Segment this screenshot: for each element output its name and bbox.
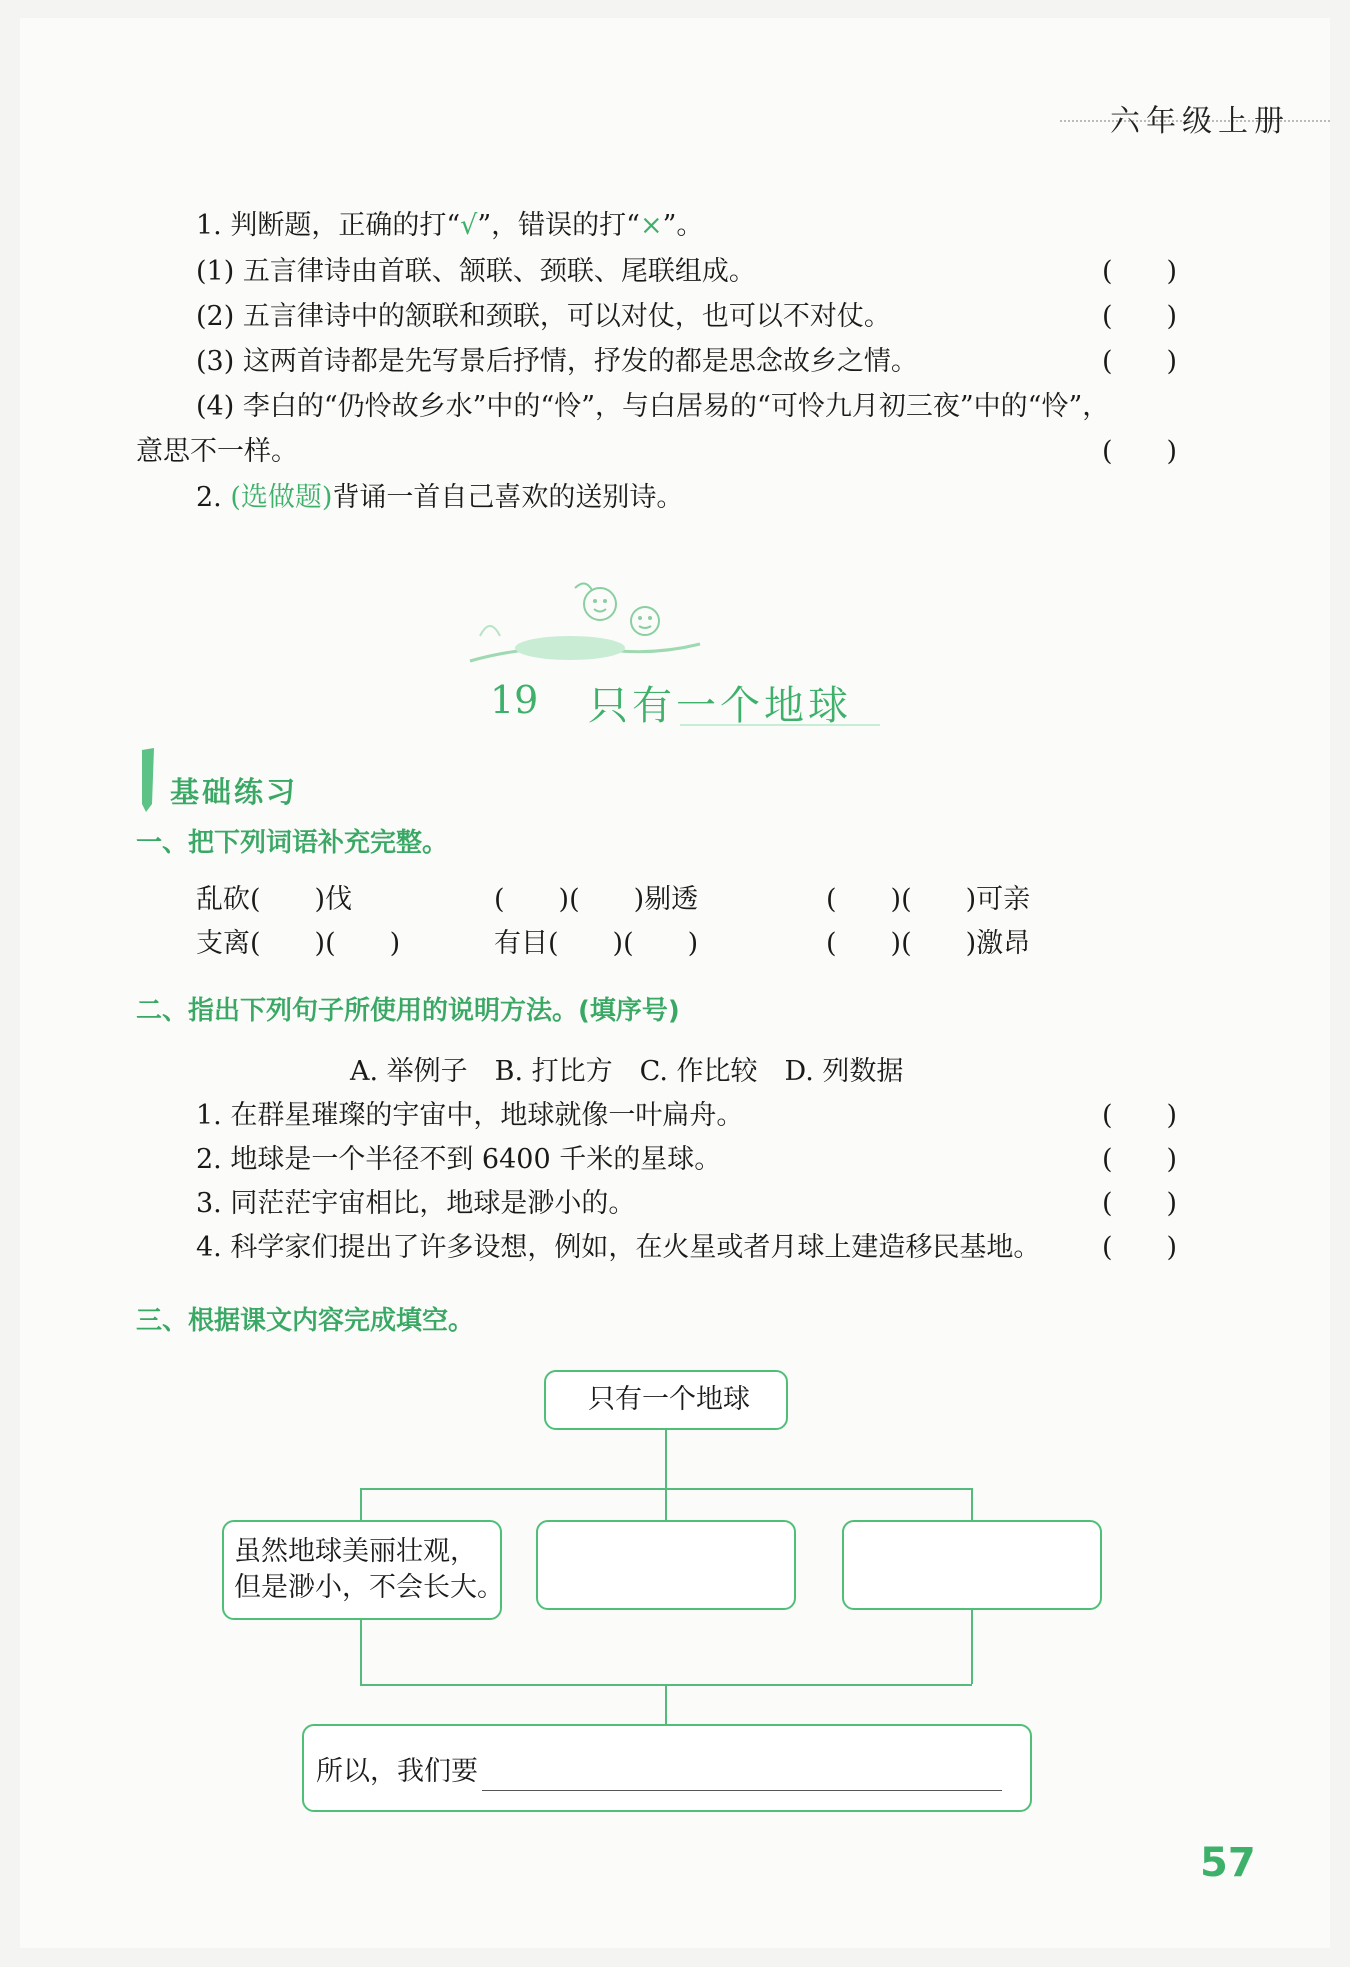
- header-title: 六年级上册: [1110, 104, 1290, 139]
- method-item-2: 2. 地球是一个半径不到 6400 千米的星球。: [196, 1144, 722, 1175]
- answer-blank[interactable]: ( ): [1102, 301, 1178, 332]
- page-number: 57: [1200, 1840, 1256, 1886]
- diagram-top-text: 只有一个地球: [588, 1384, 750, 1415]
- section2-heading: 二、指出下列句子所使用的说明方法。(填序号): [136, 996, 680, 1026]
- answer-blank[interactable]: ( ): [1102, 346, 1178, 377]
- idiom-3[interactable]: ( )( )可亲: [826, 884, 1031, 915]
- cross-mark: ×: [639, 210, 663, 241]
- lesson-number: 19: [490, 678, 539, 722]
- connector: [665, 1488, 667, 1520]
- idiom-6[interactable]: ( )( )激昂: [826, 928, 1031, 959]
- answer-blank[interactable]: ( ): [1102, 1232, 1178, 1263]
- q1-instruction: 1. 判断题，正确的打“√”，错误的打“×”。: [196, 210, 704, 241]
- diagram-middle-box[interactable]: [536, 1520, 796, 1610]
- answer-blank[interactable]: ( ): [1102, 1100, 1178, 1131]
- q2-line: 2. (选做题)背诵一首自己喜欢的送别诗。: [196, 482, 684, 513]
- idiom-4[interactable]: 支离( )( ): [196, 928, 401, 959]
- answer-blank[interactable]: ( ): [1102, 1144, 1178, 1175]
- diagram-right-box[interactable]: [842, 1520, 1102, 1610]
- connector: [971, 1610, 973, 1684]
- optional-tag: (选做题): [230, 482, 333, 513]
- connector: [360, 1620, 362, 1684]
- connector: [665, 1684, 667, 1724]
- method-item-4: 4. 科学家们提出了许多设想，例如，在火星或者月球上建造移民基地。: [196, 1232, 1041, 1263]
- workbook-page: [20, 18, 1330, 1948]
- answer-line[interactable]: [482, 1790, 1002, 1791]
- basic-practice-label: 基础练习: [170, 775, 299, 809]
- diagram-bottom-text: 所以，我们要: [316, 1756, 478, 1787]
- answer-blank[interactable]: ( ): [1102, 1188, 1178, 1219]
- q1-item-3: (3) 这两首诗都是先写景后抒情，抒发的都是思念故乡之情。: [196, 346, 918, 377]
- title-underline: [680, 724, 880, 726]
- diagram-left-line2: 但是渺小，不会长大。: [234, 1572, 504, 1603]
- pencil-icon: [136, 746, 160, 814]
- section3-heading: 三、根据课文内容完成填空。: [136, 1306, 475, 1336]
- connector: [971, 1488, 973, 1520]
- answer-blank[interactable]: ( ): [1102, 436, 1178, 467]
- method-options: A. 举例子 B. 打比方 C. 作比较 D. 列数据: [350, 1056, 904, 1087]
- lesson-title: 只有一个地球: [588, 683, 852, 729]
- connector: [665, 1430, 667, 1488]
- connector: [360, 1488, 362, 1520]
- answer-blank[interactable]: ( ): [1102, 256, 1178, 287]
- q1-item-4-cont: 意思不一样。: [136, 436, 298, 467]
- idiom-1[interactable]: 乱砍( )伐: [196, 884, 353, 915]
- kids-illustration: [460, 566, 720, 676]
- idiom-2[interactable]: ( )( )剔透: [494, 884, 699, 915]
- idiom-5[interactable]: 有目( )( ): [494, 928, 699, 959]
- q1-item-2: (2) 五言律诗中的颔联和颈联，可以对仗，也可以不对仗。: [196, 301, 891, 332]
- diagram-left-line1: 虽然地球美丽壮观，: [234, 1536, 477, 1567]
- q1-item-1: (1) 五言律诗由首联、颔联、颈联、尾联组成。: [196, 256, 756, 287]
- method-item-1: 1. 在群星璀璨的宇宙中，地球就像一叶扁舟。: [196, 1100, 744, 1131]
- method-item-3: 3. 同茫茫宇宙相比，地球是渺小的。: [196, 1188, 636, 1219]
- check-mark: √: [460, 210, 478, 241]
- q1-item-4: (4) 李白的“仍怜故乡水”中的“怜”，与白居易的“可怜九月初三夜”中的“怜”，: [196, 391, 1110, 422]
- section1-heading: 一、把下列词语补充完整。: [136, 828, 449, 858]
